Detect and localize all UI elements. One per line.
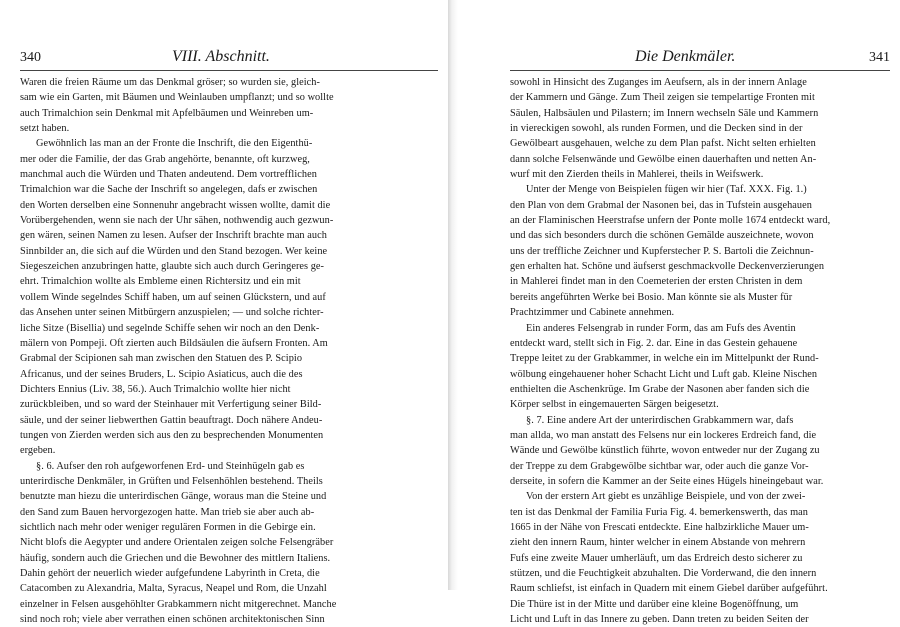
text-line: auch Trimalchion sein Denkmal mit Apfelbäumen und Weinreben um-	[20, 107, 314, 119]
text-line: Ein anderes Felsengrab in runder Form, das am Fufs des Aventin	[526, 322, 796, 334]
left-running-head: VIII. Abschnitt.	[172, 48, 270, 65]
left-page-number: 340	[20, 50, 41, 65]
text-line: Raum schliefst, ist einfach in Quadern mit einem Giebel darüber aufgeführt.	[510, 583, 828, 595]
book-gutter	[448, 0, 458, 590]
text-line: dann solche Felsenwände und Gewölbe einen dauerhaften und netten An-	[510, 153, 817, 165]
text-line: Von der erstern Art giebt es unzählige Beispiele, und von der zwei-	[526, 491, 806, 503]
text-line: Dichters Ennius (Liv. 38, 56.). Auch Trimalchio wollte hier nicht	[20, 383, 291, 395]
text-line: der Kammern und Gänge. Zum Theil zeigen sie tempelartige Fronten mit	[510, 92, 815, 104]
right-page-body	[510, 71, 890, 627]
text-line: Sinnbilder an, die sich auf die Würden und den Stand bezogen. Wer keine	[20, 245, 328, 257]
text-line: Waren die freien Räume um das Denkmal gröser; so wurden sie, gleich-	[20, 77, 320, 88]
text-line: Africanus, und der seines Bruders, L. Scipio Asiaticus, auch die des	[20, 368, 303, 380]
text-line: zieht den innern Raum, hinter welcher in einem Abstande von mehrern	[510, 537, 806, 549]
text-line: manchmal auch die Würden und Thaten andeutend. Dem vortrefflichen	[20, 169, 317, 181]
text-line: Catacomben zu Alexandria, Malta, Syracus, Neapel und Rom, die Unzahl	[20, 583, 327, 595]
text-line: sam wie ein Garten, mit Bäumen und Weinlauben umpflanzt; und so wollte	[20, 92, 334, 104]
text-line: zurückbleiben, und so ward der Steinhauer mit Verfertigung seiner Bild-	[20, 399, 322, 411]
left-page-body	[20, 71, 438, 627]
text-line: den Plan von dem Grabmal der Nasonen bei, das in Tufstein ausgehauen	[510, 199, 812, 211]
text-line: bereits angeführten Werke bei Bosio. Man könnte sie als Muster für	[510, 291, 793, 303]
text-line: wurf mit den Zierden theils in Mahlerei, theils in Weifswerk.	[510, 169, 764, 181]
text-line: unterirdische Denkmäler, in Grüften und Felsenhöhlen bestehend. Theils	[20, 475, 323, 487]
text-line: Wände und Gewölbe künstlich führte, wovon entweder nur der Zugang zu	[510, 445, 820, 457]
text-line: sind noch roh; viele aber verrathen einen schönen architektonischen Sinn	[20, 614, 325, 626]
text-line: einzelner in Felsen ausgehöhlter Grabkammern nicht mitgerechnet. Manche	[20, 598, 337, 610]
text-line: Trimalchion war die Sache der Inschrift so angelegen, dafs er zwischen	[20, 184, 318, 196]
text-line: derseite, in sofern die Kammer an der Seite eines Hügels hineingebaut war.	[510, 475, 824, 487]
section-heading-line: §. 6. Aufser den roh aufgeworfenen Erd- und Steinhügeln gab es	[36, 460, 305, 472]
section-heading-line: §. 7. Eine andere Art der unterirdischen Grabkammern war, dafs	[526, 414, 794, 426]
text-line: 1665 in der Nähe von Frescati entdeckte. Eine halbzirkliche Mauer um-	[510, 521, 809, 533]
text-line: man allda, wo man anstatt des Felsens nur ein lockeres Erdreich fand, die	[510, 429, 817, 441]
text-line: sichtlich nach mehr oder weniger regulären Formen in die Gebirge ein.	[20, 521, 316, 533]
text-line: gen wären, seinen Namen zu lesen. Aufser der Inschrift brachte man auch	[20, 230, 327, 242]
text-line: enthielten die Aschenkrüge. Im Grabe der Nasonen aber fanden sich die	[510, 383, 810, 395]
text-line: ten ist das Denkmal der Familia Furia Fig. 4. bemerkenswerth, das man	[510, 506, 808, 518]
text-line: Fufs eine zweite Mauer umherläuft, um das Erdreich desto sicherer zu	[510, 552, 803, 564]
right-page-header	[510, 50, 890, 71]
text-line: Unter der Menge von Beispielen fügen wir hier (Taf. XXX. Fig. 1.)	[526, 184, 807, 196]
text-line: mer oder die Familie, der das Grab angehörte, benannte, oft kurzweg,	[20, 153, 310, 165]
text-line: Gewöhnlich las man an der Fronte die Inschrift, die den Eigenthü-	[36, 138, 313, 150]
text-line: und das sich besonders durch die schönen Gemälde auszeichnete, wovon	[510, 230, 814, 242]
text-line: Nicht blofs die Aegypter und andere Orientalen zeigen solche Felsengräber	[20, 537, 334, 549]
text-line: Säulen, Halbsäulen und Pilastern; im Innern wechseln Säle und Kammern	[510, 107, 819, 119]
text-line: Körper selbst in eingemauerten Särgen beigesetzt.	[510, 399, 719, 411]
text-line: der Treppe zu dem Grabgewölbe sichtbar war, oder auch die ganze Vor-	[510, 460, 809, 472]
text-line: Prachtzimmer und Cabinete annehmen.	[510, 307, 675, 319]
text-line: das Ansehen unter seinen Mitbürgern anzuspielen; — und solche richter-	[20, 307, 324, 319]
text-line: in viereckigen sowohl, als runden Formen, und die Decken sind in der	[510, 123, 803, 135]
text-line: Vorübergehenden, wenn sie nach der Uhr sähen, nothwendig auch gezwun-	[20, 215, 334, 227]
text-line: tungen von Zierden werden sich aus den zu besprechenden Monumenten	[20, 429, 324, 441]
text-line: häufig, sondern auch die Griechen und die Bewohner des mittlern Italiens.	[20, 552, 331, 564]
text-line: benutzte man hiezu die unterirdischen Gänge, woraus man die Steine und	[20, 491, 327, 503]
text-line: vollem Winde segelndes Schiff haben, um auf seinen Glückstern, und auf	[20, 291, 326, 303]
text-line: wölbung eingehauener hoher Schacht Licht und Luft gab. Kleine Nischen	[510, 368, 818, 380]
text-line: setzt haben.	[20, 123, 70, 135]
text-line: mälern von Pompeji. Oft zierten auch Bildsäulen die äufsern Fronten. Am	[20, 337, 328, 349]
text-line: uns der treffliche Zeichner und Kupferstecher P. S. Bartoli die Zeichnun-	[510, 245, 814, 257]
text-line: Dahin gehört der neuerlich wieder aufgefundene Labyrinth in Creta, die	[20, 568, 320, 579]
text-line: Treppe leitet zu der Grabkammer, in welche ein im Mittelpunkt der Rund-	[510, 353, 819, 365]
text-line: an der Flaminischen Heerstrafse unfern der Ponte molle 1674 entdeckt ward,	[510, 215, 831, 227]
right-page-number: 341	[869, 50, 890, 65]
text-line: gen erhalten hat. Schöne und äufserst geschmackvolle Deckenverzierungen	[510, 261, 825, 273]
text-line: entdeckt ward, stellt sich in Fig. 2. dar. Eine in das Gestein gehauene	[510, 337, 798, 349]
left-page-header	[20, 50, 438, 71]
text-line: in Mahlerei findet man in den Coemeterien der ersten Christen in dem	[510, 276, 803, 288]
text-line: den Sand zum Bauen hervorgezogen hatte. Man trieb sie aber auch ab-	[20, 506, 315, 518]
text-line: ehrt. Trimalchion wollte als Embleme einen Richtersitz und ein mit	[20, 276, 301, 288]
text-line: Siegeszeichen anzubringen hatte, glaubte sich auch durch Geringeres ge-	[20, 261, 325, 273]
text-line: liche Sitze (Bisellia) und segelnde Schiffe sehen wir noch an den Denk-	[20, 322, 320, 334]
text-line: den Worten derselben eine Sonnenuhr angebracht wissen wollte, damit die	[20, 199, 331, 211]
text-line: ergeben.	[20, 445, 56, 457]
right-running-head: Die Denkmäler.	[635, 48, 736, 65]
text-line: Die Thüre ist in der Mitte und darüber eine kleine Bogenöffnung, um	[510, 598, 799, 610]
text-line: Grabmal der Scipionen sah man zwischen den Statuen des P. Scipio	[20, 353, 303, 365]
left-page	[20, 48, 438, 626]
text-line: Licht und Luft in das Innere zu geben. Dann treten zu beiden Seiten der	[510, 614, 809, 626]
text-line: stützen, und die Feuchtigkeit abzuhalten. Die Vorderwand, die den innern	[510, 568, 817, 579]
right-page	[510, 48, 890, 626]
text-line: sowohl in Hinsicht des Zuganges im Aeufsern, als in der innern Anlage	[510, 77, 807, 88]
text-line: Gewölbeart ausgehauen, welche zu dem Plan pafst. Nicht selten erhielten	[510, 138, 816, 150]
text-line: säule, und der seiner liebwerthen Gattin beauftragt. Doch nähere Andeu-	[20, 414, 323, 426]
